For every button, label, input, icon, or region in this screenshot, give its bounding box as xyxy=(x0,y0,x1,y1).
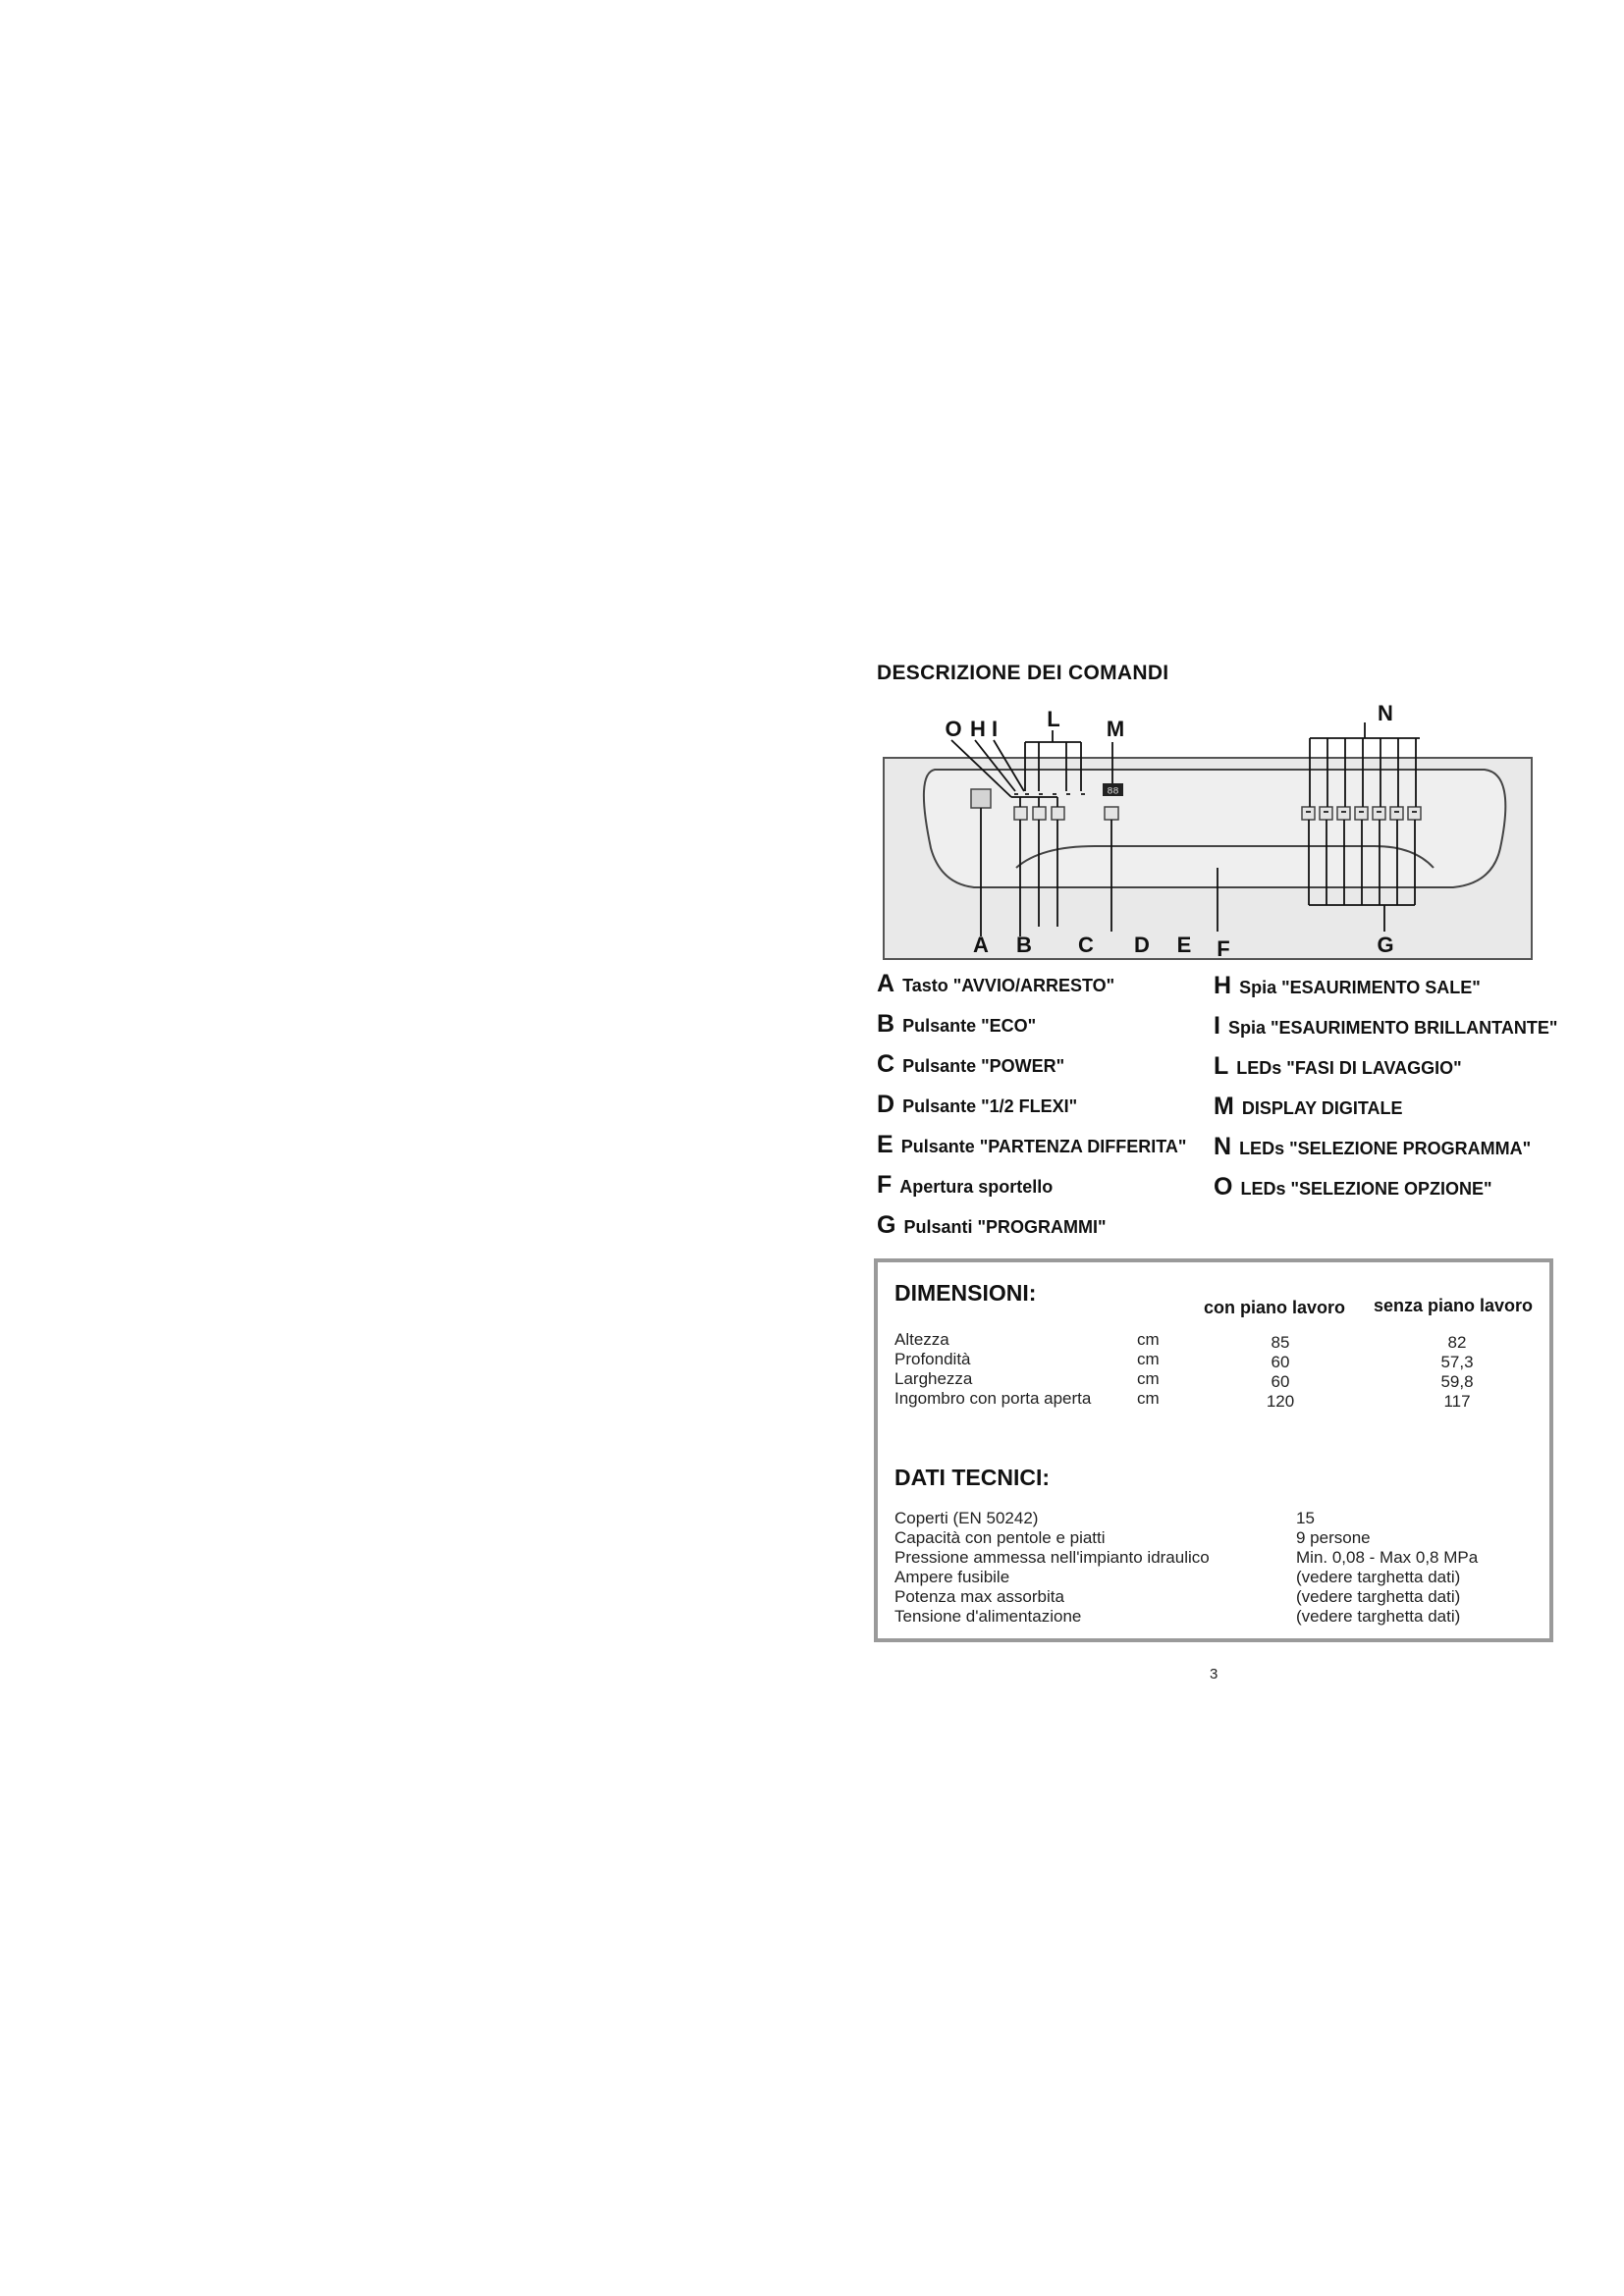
legend-text: Spia "ESAURIMENTO BRILLANTANTE" xyxy=(1227,1018,1558,1038)
callout-g: G xyxy=(1377,933,1394,957)
legend-text: Tasto "AVVIO/ARRESTO" xyxy=(902,976,1115,995)
technical-data-heading: DATI TECNICI: xyxy=(894,1465,1051,1490)
legend-letter: I xyxy=(1214,1012,1220,1040)
dimension-unit: cm xyxy=(1137,1369,1160,1388)
display-digits: 88 xyxy=(1107,786,1119,798)
legend-letter: D xyxy=(877,1091,895,1118)
technical-label: Capacità con pentole e piatti xyxy=(894,1528,1106,1547)
legend-text: LEDs "FASI DI LAVAGGIO" xyxy=(1236,1058,1462,1078)
dimension-row xyxy=(878,1369,1549,1389)
legend-letter: A xyxy=(877,970,895,997)
legend-item-d xyxy=(877,1091,1077,1119)
dimension-value-without: 82 xyxy=(1447,1333,1467,1352)
flexi-button xyxy=(1052,807,1064,820)
legend-text: Pulsante "ECO" xyxy=(902,1016,1037,1036)
legend-item-f xyxy=(877,1171,1053,1200)
technical-row xyxy=(878,1548,1549,1568)
legend-letter: N xyxy=(1214,1133,1232,1160)
start-stop-button xyxy=(971,789,991,808)
dimension-row xyxy=(878,1330,1549,1350)
column-header-with-worktop: con piano lavoro xyxy=(1204,1298,1346,1317)
dimension-label: Altezza xyxy=(894,1330,949,1349)
legend-text: Pulsanti "PROGRAMMI" xyxy=(903,1217,1107,1237)
legend-letter: H xyxy=(1214,972,1232,999)
legend-letter: O xyxy=(1214,1173,1233,1201)
control-panel-diagram xyxy=(864,691,1551,966)
dimension-value-with: 60 xyxy=(1271,1353,1290,1371)
callout-c: C xyxy=(1078,933,1094,957)
technical-row xyxy=(878,1528,1549,1548)
technical-label: Coperti (EN 50242) xyxy=(894,1509,1039,1527)
technical-label: Potenza max assorbita xyxy=(894,1587,1064,1606)
callout-b: B xyxy=(1016,933,1032,957)
callout-m: M xyxy=(1106,717,1125,741)
legend-text: LEDs "SELEZIONE OPZIONE" xyxy=(1240,1179,1492,1199)
dimension-row xyxy=(878,1389,1549,1409)
power-button xyxy=(1033,807,1046,820)
dimension-label: Ingombro con porta aperta xyxy=(894,1389,1092,1408)
dimension-value-with: 120 xyxy=(1266,1392,1295,1411)
callout-h: H xyxy=(970,717,986,741)
technical-row xyxy=(878,1568,1549,1587)
legend-item-h xyxy=(1214,972,1481,1000)
callout-a: A xyxy=(973,933,989,957)
legend-item-n xyxy=(1214,1133,1531,1161)
legend-text: Pulsante "1/2 FLEXI" xyxy=(902,1096,1078,1116)
dimension-label: Larghezza xyxy=(894,1369,973,1388)
dimension-value-without: 117 xyxy=(1443,1392,1471,1411)
legend-text: Apertura sportello xyxy=(899,1177,1054,1197)
legend-item-l xyxy=(1214,1052,1462,1081)
legend-letter: E xyxy=(877,1131,893,1158)
legend-item-c xyxy=(877,1050,1064,1079)
technical-value: Min. 0,08 - Max 0,8 MPa xyxy=(1296,1548,1479,1567)
legend-text: Pulsante "PARTENZA DIFFERITA" xyxy=(900,1137,1187,1156)
dimension-value-without: 57,3 xyxy=(1440,1353,1474,1371)
callout-o: O xyxy=(945,717,962,741)
technical-label: Tensione d'alimentazione xyxy=(894,1607,1082,1626)
technical-label: Ampere fusibile xyxy=(894,1568,1010,1586)
delay-start-button xyxy=(1105,807,1118,820)
specifications-box xyxy=(874,1258,1553,1642)
legend-text: DISPLAY DIGITALE xyxy=(1241,1098,1403,1118)
technical-label: Pressione ammessa nell'impianto idraulico xyxy=(894,1548,1210,1567)
dimension-unit: cm xyxy=(1137,1330,1160,1349)
callout-f: F xyxy=(1217,936,1230,961)
legend-letter: F xyxy=(877,1171,893,1199)
legend-text: Pulsante "POWER" xyxy=(902,1056,1065,1076)
legend-letter: G xyxy=(877,1211,896,1239)
dimension-label: Profondità xyxy=(894,1350,971,1368)
legend-letter: L xyxy=(1214,1052,1229,1080)
page-number: 3 xyxy=(1210,1666,1218,1682)
callout-n: N xyxy=(1378,701,1393,725)
callout-i: I xyxy=(991,717,999,741)
column-header-without-worktop: senza piano lavoro xyxy=(1374,1296,1534,1315)
technical-value: (vedere targhetta dati) xyxy=(1296,1568,1461,1586)
eco-button xyxy=(1014,807,1027,820)
section-title: DESCRIZIONE DEI COMANDI xyxy=(877,662,1169,684)
legend-letter: B xyxy=(877,1010,895,1038)
dimension-unit: cm xyxy=(1137,1389,1160,1408)
technical-row xyxy=(878,1607,1549,1627)
technical-row xyxy=(878,1509,1549,1528)
technical-value: 9 persone xyxy=(1296,1528,1371,1547)
legend-item-o xyxy=(1214,1173,1492,1201)
legend-item-e xyxy=(877,1131,1186,1159)
legend-letter: M xyxy=(1214,1093,1234,1120)
program-buttons xyxy=(1302,807,1421,820)
legend-text: Spia "ESAURIMENTO SALE" xyxy=(1239,978,1481,997)
legend-text: LEDs "SELEZIONE PROGRAMMA" xyxy=(1239,1139,1532,1158)
legend-item-m xyxy=(1214,1093,1403,1121)
technical-value: (vedere targhetta dati) xyxy=(1296,1587,1461,1606)
dimension-value-with: 85 xyxy=(1271,1333,1290,1352)
technical-value: (vedere targhetta dati) xyxy=(1296,1607,1461,1626)
technical-value: 15 xyxy=(1296,1509,1315,1527)
legend-item-a xyxy=(877,970,1114,998)
callout-l: L xyxy=(1047,707,1060,731)
dimension-value-without: 59,8 xyxy=(1440,1372,1474,1391)
legend-letter: C xyxy=(877,1050,895,1078)
dimension-value-with: 60 xyxy=(1271,1372,1290,1391)
callout-e: E xyxy=(1176,933,1192,957)
legend-item-i xyxy=(1214,1012,1557,1041)
dimension-row xyxy=(878,1350,1549,1369)
technical-row xyxy=(878,1587,1549,1607)
dimensions-heading: DIMENSIONI: xyxy=(894,1280,1037,1306)
dimension-unit: cm xyxy=(1137,1350,1160,1368)
legend-item-b xyxy=(877,1010,1036,1039)
legend-item-g xyxy=(877,1211,1107,1240)
callout-d: D xyxy=(1134,933,1150,957)
